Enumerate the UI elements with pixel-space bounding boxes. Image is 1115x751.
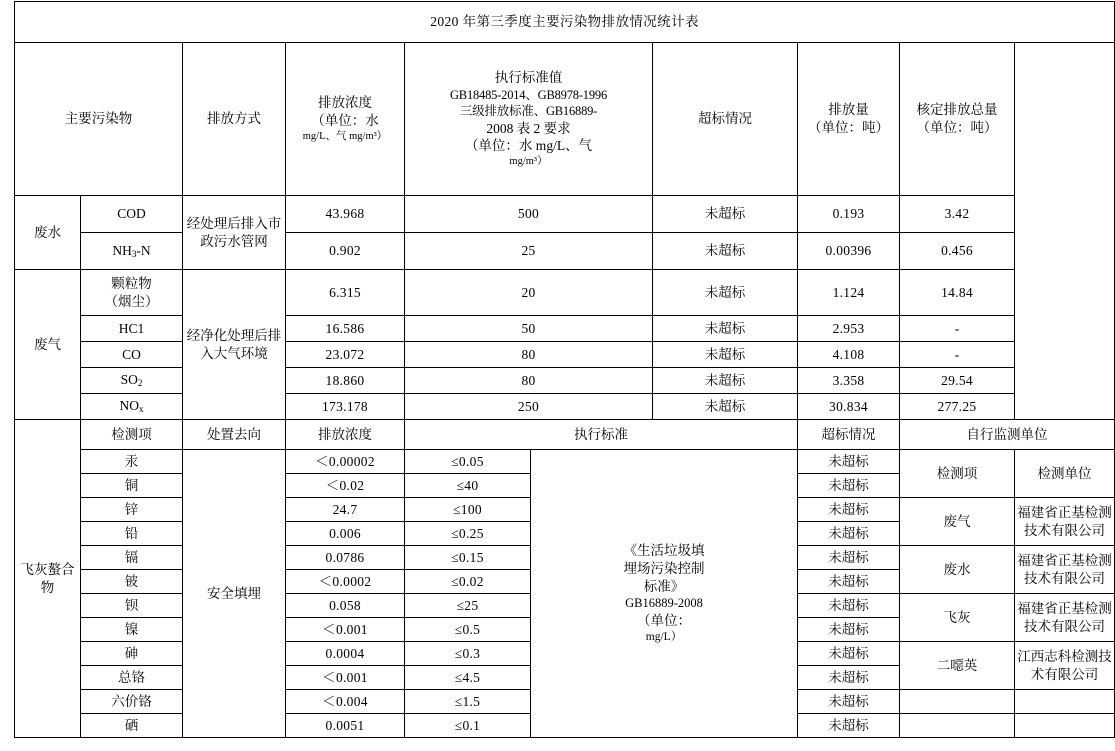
status-copper: 未超标: [798, 474, 900, 498]
status-total-chromium: 未超标: [798, 666, 900, 690]
item-selenium: 硒: [81, 714, 183, 738]
amount-co: 4.108: [798, 342, 900, 368]
route-wastewater: 经处理后排入市政污水管网: [183, 196, 286, 270]
standard-total-chromium: ≤4.5: [405, 666, 531, 690]
concentration-arsenic: 0.0004: [286, 642, 405, 666]
status-co: 未超标: [653, 342, 798, 368]
status-hcl: 未超标: [653, 316, 798, 342]
monitoring-item-wastewater: 废水: [900, 546, 1015, 594]
route-wastegas: 经净化处理后排入大气环境: [183, 270, 286, 420]
total-nox: 277.25: [900, 394, 1015, 420]
item-hcl: HC1: [81, 316, 183, 342]
standard-particulate: 20: [405, 270, 653, 316]
monitoring-col-unit: 检测单位: [1015, 450, 1115, 498]
amount-hcl: 2.953: [798, 316, 900, 342]
status-nh3n: 未超标: [653, 233, 798, 270]
item-so2: $SO_2$: [81, 368, 183, 394]
monitoring-unit-dioxin: 江西志科检测技术有限公司: [1015, 642, 1115, 690]
standard-so2: 80: [405, 368, 653, 394]
subheader-disposal: 处置去向: [183, 420, 286, 450]
total-nh3n: 0.456: [900, 233, 1015, 270]
total-so2: 29.54: [900, 368, 1015, 394]
monitoring-empty-cell-2: [1015, 690, 1115, 714]
item-nickel: 镍: [81, 618, 183, 642]
amount-so2: 3.358: [798, 368, 900, 394]
header-pollutant: 主要污染物: [15, 43, 183, 196]
subheader-self-monitoring: 自行监测单位: [900, 420, 1115, 450]
concentration-particulate: 6.315: [286, 270, 405, 316]
header-standard-line4: 2008 表 2 要求: [486, 120, 571, 136]
standard-selenium: ≤0.1: [405, 714, 531, 738]
item-barium: 钡: [81, 594, 183, 618]
header-concentration-label: 排放浓度: [318, 95, 372, 111]
standard-arsenic: ≤0.3: [405, 642, 531, 666]
header-row: [15, 43, 1115, 196]
subheader-concentration: 排放浓度: [286, 420, 405, 450]
status-lead: 未超标: [798, 522, 900, 546]
standard-zinc: ≤100: [405, 498, 531, 522]
table-row: [15, 394, 1115, 420]
status-zinc: 未超标: [798, 498, 900, 522]
header-standard-line6: mg/m³）: [509, 156, 548, 168]
status-nickel: 未超标: [798, 618, 900, 642]
monitoring-item-dioxin: 二噁英: [900, 642, 1015, 690]
standard-beryllium: ≤0.02: [405, 570, 531, 594]
monitoring-unit-wastegas: 福建省正基检测技术有限公司: [1015, 498, 1115, 546]
monitoring-item-flyash: 飞灰: [900, 594, 1015, 642]
concentration-zinc: 24.7: [286, 498, 405, 522]
header-standard-value: [405, 43, 653, 196]
total-particulate: 14.84: [900, 270, 1015, 316]
item-co: CO: [81, 342, 183, 368]
monitoring-empty-cell-1: [900, 690, 1015, 714]
table-row: [15, 316, 1115, 342]
standard-lead: ≤0.25: [405, 522, 531, 546]
standard-ref-line2: 埋场污染控制: [623, 560, 705, 576]
header-discharge-amount-unit: （单位：吨）: [808, 120, 889, 135]
item-mercury: 汞: [81, 450, 183, 474]
header-discharge-amount: [798, 43, 900, 196]
item-cod: COD: [81, 196, 183, 233]
status-mercury: 未超标: [798, 450, 900, 474]
table-row: [15, 233, 1115, 270]
item-particulate: [81, 270, 183, 316]
status-cadmium: 未超标: [798, 546, 900, 570]
concentration-barium: 0.058: [286, 594, 405, 618]
status-cod: 未超标: [653, 196, 798, 233]
concentration-nox: 173.178: [286, 394, 405, 420]
header-approved-total-label: 核定排放总量: [916, 102, 998, 118]
standard-nh3n: 25: [405, 233, 653, 270]
status-particulate: 未超标: [653, 270, 798, 316]
concentration-hexavalent-chromium: ＜0.004: [286, 690, 405, 714]
route-flyash: 安全填埋: [183, 450, 286, 738]
total-hcl: -: [900, 316, 1015, 342]
pollution-statistics-table: [14, 1, 1115, 738]
status-selenium: 未超标: [798, 714, 900, 738]
total-cod: 3.42: [900, 196, 1015, 233]
status-arsenic: 未超标: [798, 642, 900, 666]
total-co: -: [900, 342, 1015, 368]
monitoring-unit-flyash: 福建省正基检测技术有限公司: [1015, 594, 1115, 642]
item-arsenic: 砷: [81, 642, 183, 666]
item-beryllium: 铍: [81, 570, 183, 594]
flyash-subheader-row: [15, 420, 1115, 450]
standard-co: 80: [405, 342, 653, 368]
item-total-chromium: 总铬: [81, 666, 183, 690]
table-row: [15, 450, 1115, 474]
concentration-cod: 43.968: [286, 196, 405, 233]
table-row: [15, 196, 1115, 233]
item-cadmium: 镉: [81, 546, 183, 570]
header-approved-total-unit: （单位：吨）: [916, 120, 998, 135]
header-concentration-unit1: （单位：水: [311, 113, 379, 129]
table-row: [15, 368, 1115, 394]
item-nox: $NO_x$: [81, 394, 183, 420]
standard-mercury: ≤0.05: [405, 450, 531, 474]
status-hexavalent-chromium: 未超标: [798, 690, 900, 714]
subheader-standard: 执行标准: [405, 420, 798, 450]
header-exceed-status: 超标情况: [653, 43, 798, 196]
table-row: [15, 342, 1115, 368]
concentration-beryllium: ＜0.0002: [286, 570, 405, 594]
standard-hexavalent-chromium: ≤1.5: [405, 690, 531, 714]
standard-hcl: 50: [405, 316, 653, 342]
flyash-standard-reference: [531, 450, 798, 738]
concentration-nickel: ＜0.001: [286, 618, 405, 642]
standard-ref-line4: GB16889-2008: [625, 596, 703, 611]
standard-nickel: ≤0.5: [405, 618, 531, 642]
concentration-lead: 0.006: [286, 522, 405, 546]
subheader-test-item: 检测项: [81, 420, 183, 450]
category-flyash: 飞灰螯合物: [15, 420, 81, 738]
header-standard-title: 执行标准值: [494, 69, 563, 85]
standard-barium: ≤25: [405, 594, 531, 618]
standard-copper: ≤40: [405, 474, 531, 498]
standard-ref-line5: （单位：: [637, 612, 691, 628]
status-nox: 未超标: [653, 394, 798, 420]
concentration-copper: ＜0.02: [286, 474, 405, 498]
status-barium: 未超标: [798, 594, 900, 618]
monitoring-empty-cell-3: [900, 714, 1015, 738]
concentration-total-chromium: ＜0.001: [286, 666, 405, 690]
subheader-exceed-status: 超标情况: [798, 420, 900, 450]
standard-ref-line1: 《生活垃圾填: [623, 543, 705, 559]
title-row: [15, 2, 1115, 43]
amount-particulate: 1.124: [798, 270, 900, 316]
monitoring-item-wastegas: 废气: [900, 498, 1015, 546]
standard-cod: 500: [405, 196, 653, 233]
amount-cod: 0.193: [798, 196, 900, 233]
monitoring-empty-cell-4: [1015, 714, 1115, 738]
header-discharge-method: 排放方式: [183, 43, 286, 196]
page-title: 2020 年第三季度主要污染物排放情况统计表: [15, 2, 1115, 43]
concentration-hcl: 16.586: [286, 316, 405, 342]
header-standard-line3: 三级排放标准、GB16889-: [459, 104, 598, 119]
amount-nox: 30.834: [798, 394, 900, 420]
header-discharge-amount-label: 排放量: [828, 102, 869, 118]
item-hexavalent-chromium: 六价铬: [81, 690, 183, 714]
concentration-mercury: ＜0.00002: [286, 450, 405, 474]
monitoring-unit-wastewater: 福建省正基检测技术有限公司: [1015, 546, 1115, 594]
header-approved-total: [900, 43, 1015, 196]
header-standard-line5: （单位：水 mg/L、气: [464, 138, 593, 154]
item-copper: 铜: [81, 474, 183, 498]
amount-nh3n: 0.00396: [798, 233, 900, 270]
header-concentration-unit2: mg/L、气 mg/m³）: [302, 130, 388, 142]
standard-nox: 250: [405, 394, 653, 420]
monitoring-col-item: 检测项: [900, 450, 1015, 498]
status-beryllium: 未超标: [798, 570, 900, 594]
standard-ref-line3: 标准》: [643, 578, 685, 594]
concentration-cadmium: 0.0786: [286, 546, 405, 570]
header-concentration: [286, 43, 405, 196]
header-standard-line2: GB18485-2014、GB8978-1996: [449, 87, 607, 102]
concentration-nh3n: 0.902: [286, 233, 405, 270]
item-zinc: 锌: [81, 498, 183, 522]
concentration-selenium: 0.0051: [286, 714, 405, 738]
standard-ref-line6: mg/L）: [645, 630, 683, 643]
category-wastewater: 废水: [15, 196, 81, 270]
item-lead: 铅: [81, 522, 183, 546]
table-row: [15, 270, 1115, 316]
concentration-so2: 18.860: [286, 368, 405, 394]
item-nh3n: $NH_3-N$: [81, 233, 183, 270]
item-particulate-line2: （烟尘）: [104, 293, 159, 309]
category-wastegas: 废气: [15, 270, 81, 420]
status-so2: 未超标: [653, 368, 798, 394]
item-particulate-line1: 颗粒物: [111, 275, 152, 291]
concentration-co: 23.072: [286, 342, 405, 368]
standard-cadmium: ≤0.15: [405, 546, 531, 570]
